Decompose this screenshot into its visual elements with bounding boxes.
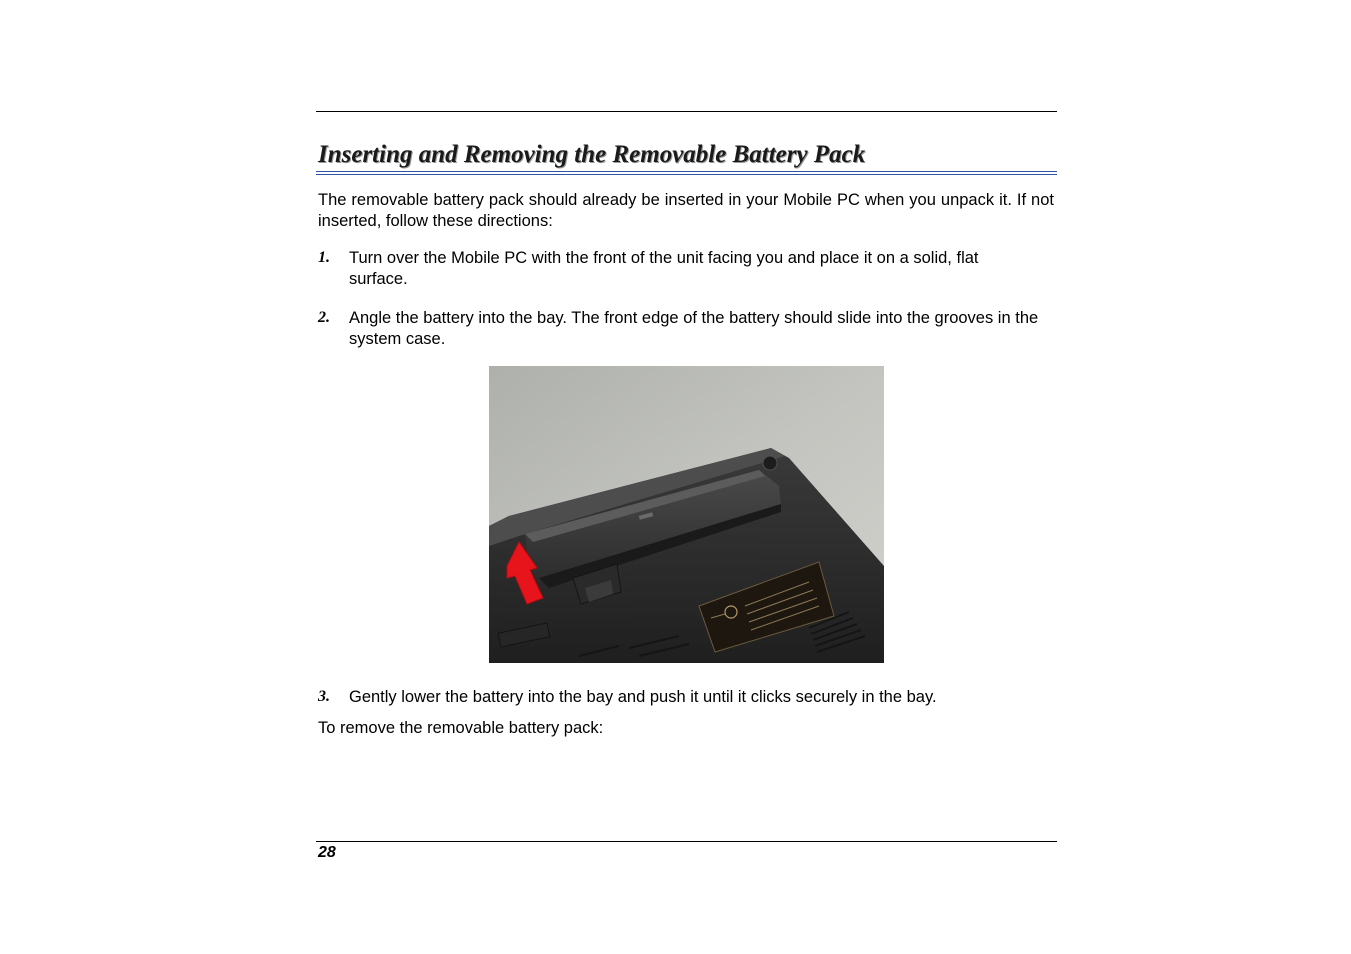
intro-paragraph: The removable battery pack should already be inserted in your Mobile PC when you unpack it. If not inserted, follow these directions: [318,191,1054,230]
step-number: 3. [318,688,330,705]
step-text: Angle the battery into the bay. The front edge of the battery should slide into the grooves in the system case. [349,309,1039,348]
step-text: Gently lower the battery into the bay and push it until it clicks securely in the bay. [349,688,937,706]
page-number: 28 [318,844,336,861]
battery-insertion-photo [489,366,884,663]
title-underline [316,171,1057,175]
footer-rule [316,841,1057,842]
remove-intro: To remove the removable battery pack: [318,719,604,737]
section-title: Inserting and Removing the Removable Battery Pack [318,141,866,168]
step-number: 1. [318,249,330,266]
step-text: Turn over the Mobile PC with the front of the unit facing you and place it on a solid, flat surface. [349,249,979,288]
step-number: 2. [318,309,330,326]
header-rule [316,111,1057,112]
